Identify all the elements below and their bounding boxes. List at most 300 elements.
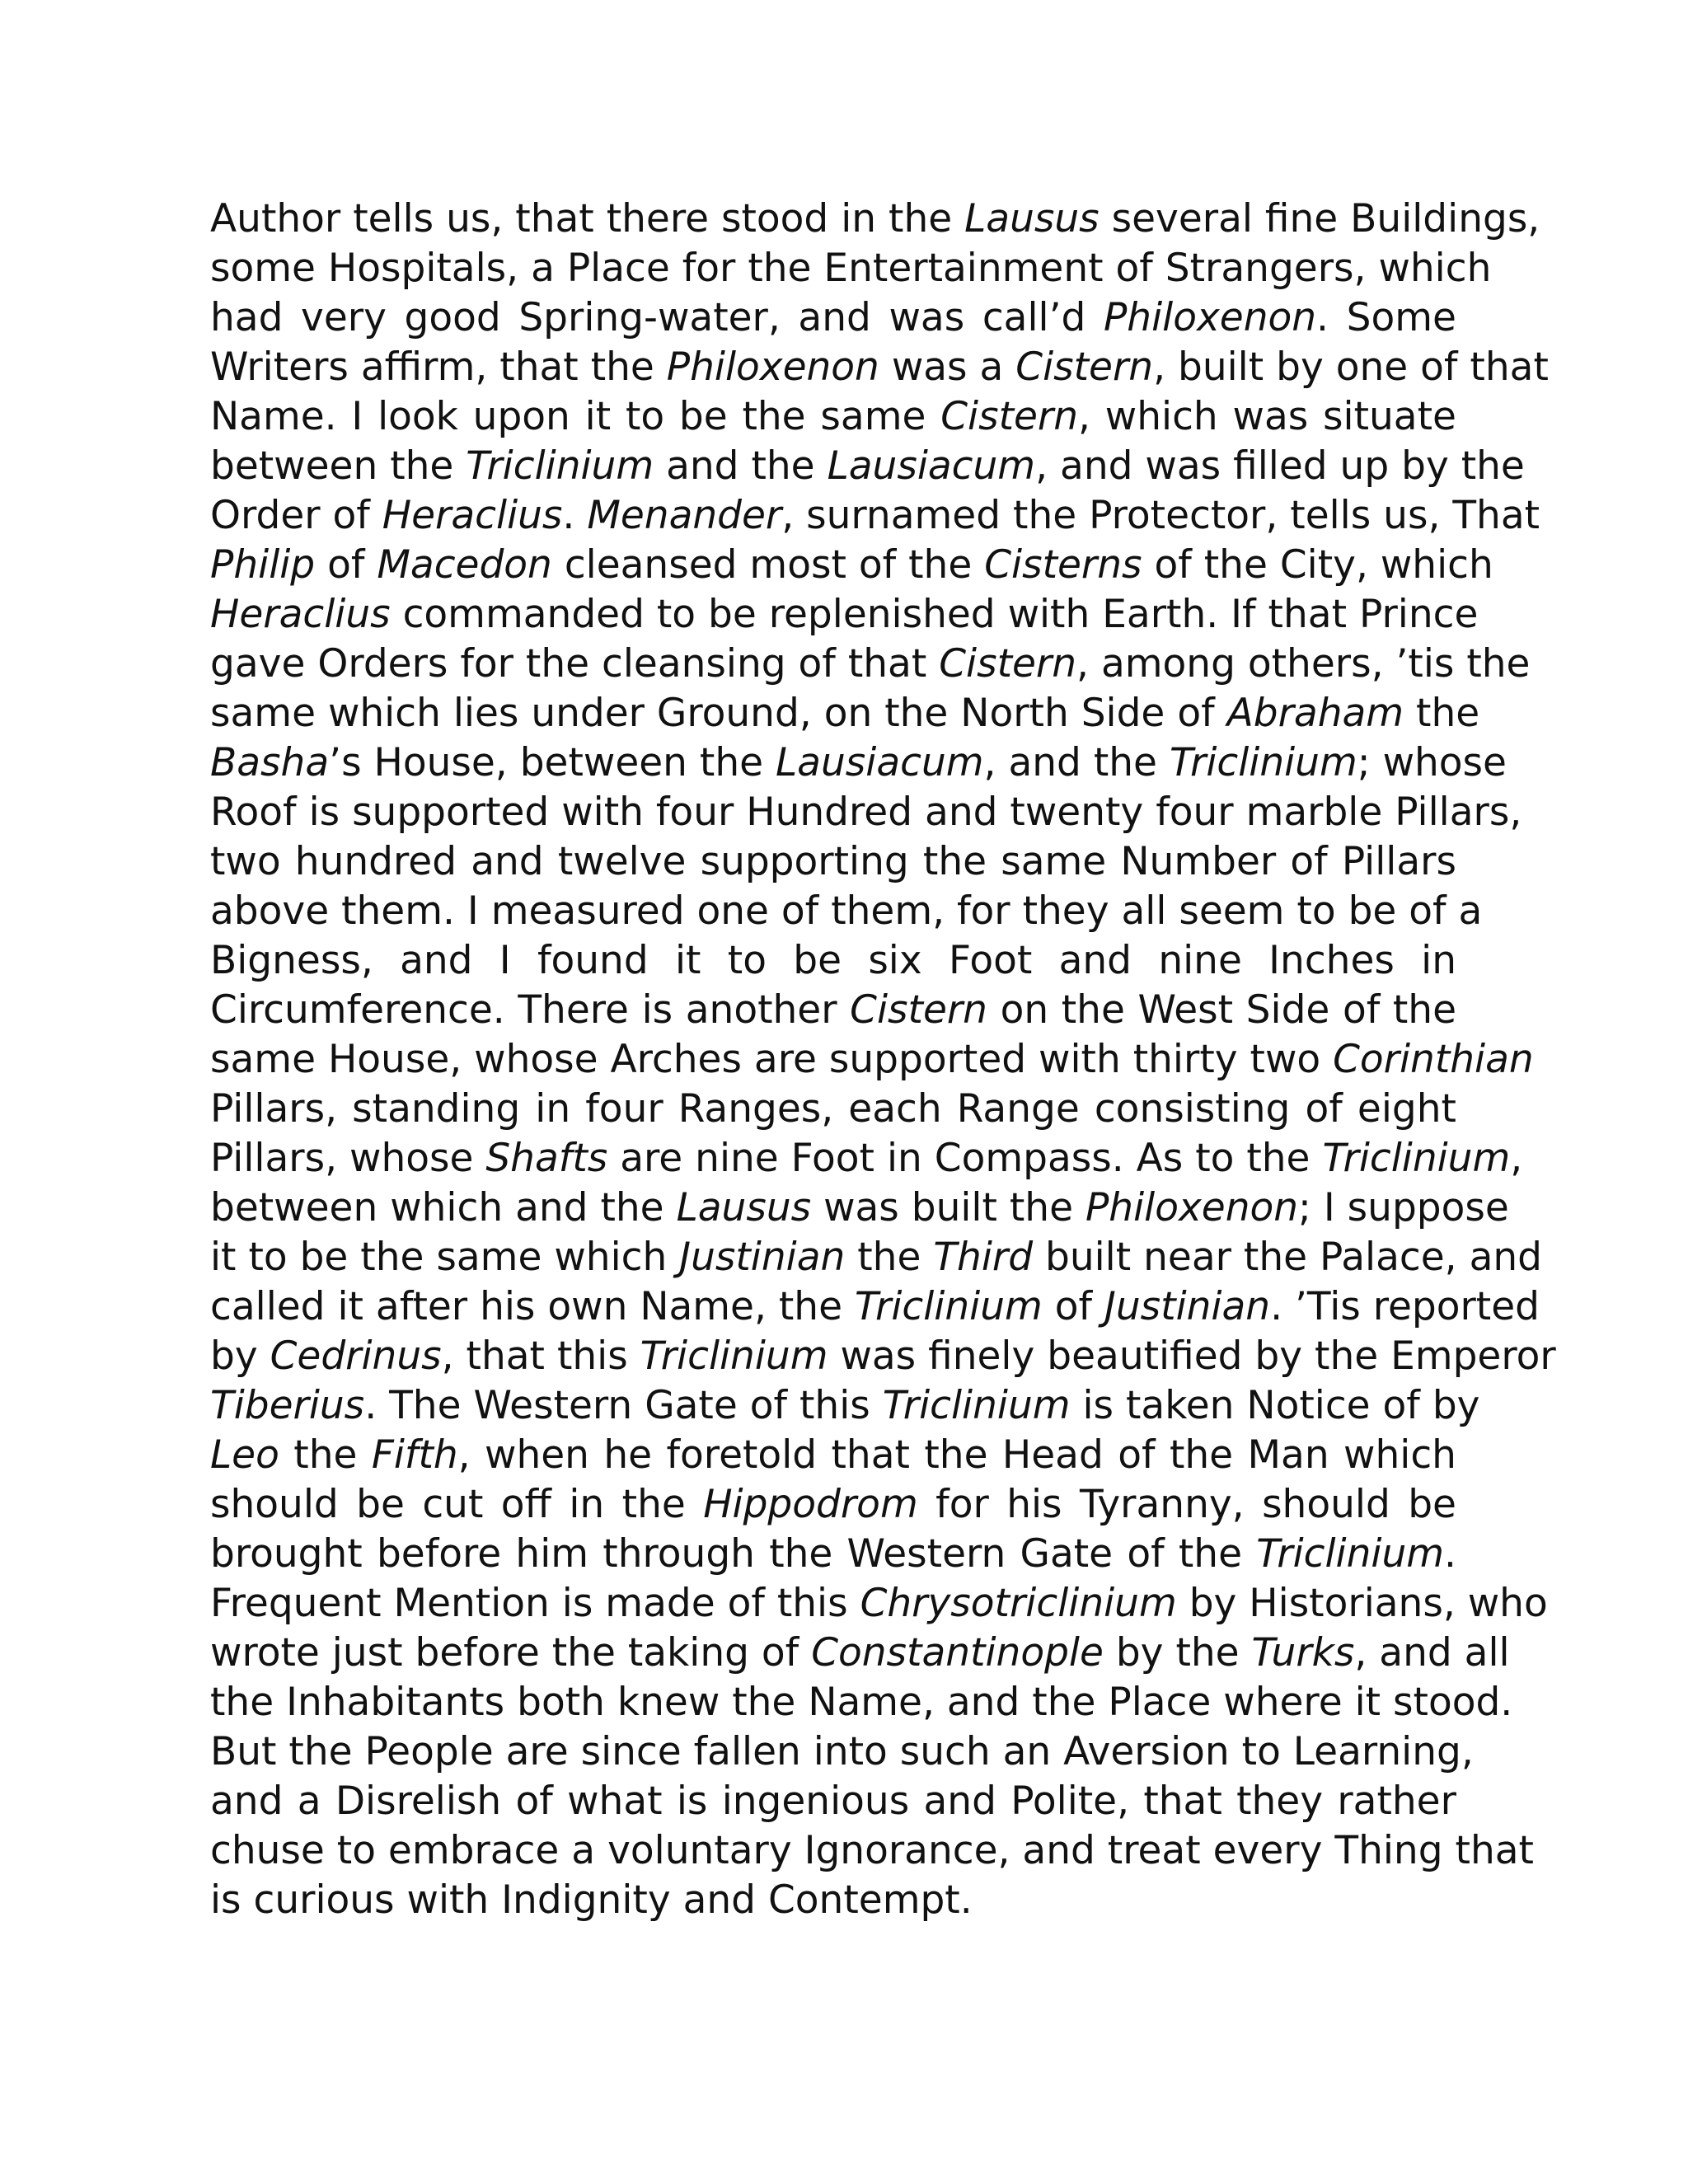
word: four bbox=[585, 1086, 663, 1132]
word: this bbox=[556, 1333, 628, 1379]
text-line bbox=[210, 1233, 1542, 1282]
word: four bbox=[1156, 790, 1234, 835]
word: four bbox=[655, 790, 734, 835]
italic-word: Triclinium bbox=[466, 443, 654, 489]
word: twelve bbox=[557, 839, 687, 884]
word: one bbox=[1335, 344, 1409, 390]
word: embrace bbox=[387, 1828, 560, 1873]
word: of bbox=[798, 641, 836, 687]
word: and bbox=[923, 1779, 996, 1824]
italic-word: Leo bbox=[210, 1432, 279, 1478]
word: which bbox=[327, 691, 441, 736]
word: when bbox=[485, 1432, 589, 1478]
word: and bbox=[471, 839, 544, 884]
text-line bbox=[210, 837, 1456, 887]
text-line bbox=[210, 986, 1456, 1035]
word: each bbox=[848, 1086, 942, 1132]
word: and bbox=[682, 1877, 757, 1923]
word: that bbox=[847, 641, 927, 687]
text-line bbox=[210, 1629, 1510, 1678]
word: the bbox=[210, 1680, 274, 1725]
word: consisting bbox=[1094, 1086, 1291, 1132]
word: ’tis bbox=[1395, 641, 1455, 687]
italic-word: Abraham bbox=[1226, 691, 1404, 736]
word: Compass. bbox=[934, 1136, 1124, 1181]
word: us, bbox=[1383, 493, 1441, 538]
word: by bbox=[1432, 1383, 1480, 1428]
word: the bbox=[1203, 542, 1268, 588]
text-line bbox=[210, 1777, 1456, 1826]
word: to bbox=[656, 592, 696, 637]
word: Historians, bbox=[1249, 1581, 1456, 1626]
text-line bbox=[210, 1085, 1456, 1134]
word: there bbox=[606, 196, 710, 241]
word: the bbox=[1178, 1531, 1242, 1577]
word: . bbox=[1270, 1284, 1283, 1329]
word: I bbox=[351, 394, 363, 439]
word: every bbox=[1212, 1828, 1323, 1873]
word: of bbox=[749, 1383, 788, 1428]
word: Learning, bbox=[1292, 1729, 1474, 1774]
word: one bbox=[696, 888, 769, 934]
word: and bbox=[666, 443, 739, 489]
italic-word: Third bbox=[933, 1235, 1034, 1280]
word: Roof bbox=[210, 790, 297, 835]
word: before bbox=[415, 1630, 540, 1675]
text-line bbox=[210, 343, 1549, 392]
text-line bbox=[210, 640, 1531, 689]
word: between bbox=[519, 740, 687, 785]
word: , bbox=[1035, 443, 1048, 489]
word: standing bbox=[352, 1086, 521, 1132]
word: of bbox=[858, 542, 897, 588]
word: People bbox=[364, 1729, 494, 1774]
text-line bbox=[210, 1678, 1513, 1727]
word: the bbox=[1243, 1235, 1308, 1280]
word: the bbox=[293, 1432, 358, 1478]
word: If bbox=[1231, 592, 1256, 637]
italic-word: Heraclius bbox=[210, 592, 391, 637]
word: Name, bbox=[808, 1680, 935, 1725]
word: of bbox=[332, 493, 370, 538]
word: be bbox=[678, 394, 728, 439]
word: they bbox=[1236, 1779, 1324, 1824]
word: rather bbox=[1337, 1779, 1456, 1824]
word: Contempt. bbox=[767, 1877, 973, 1923]
word: is bbox=[308, 790, 340, 835]
word: what bbox=[567, 1779, 663, 1824]
word: the bbox=[742, 394, 806, 439]
word: a bbox=[1458, 888, 1483, 934]
word: , bbox=[1076, 641, 1089, 687]
word: and bbox=[1060, 443, 1133, 489]
word: and bbox=[1058, 938, 1132, 983]
word: which bbox=[1104, 394, 1218, 439]
word: Name. bbox=[210, 394, 337, 439]
word: voluntary bbox=[607, 1828, 792, 1873]
word: for bbox=[460, 641, 513, 687]
word: of bbox=[1382, 1383, 1420, 1428]
word: this bbox=[776, 1581, 848, 1626]
word: Gate bbox=[645, 1383, 738, 1428]
word: Pillars, bbox=[210, 1136, 338, 1181]
word: fine bbox=[1264, 196, 1339, 241]
word: twenty bbox=[1010, 790, 1144, 835]
text-line bbox=[210, 1332, 1556, 1381]
word: Number bbox=[1120, 839, 1277, 884]
text-line bbox=[210, 541, 1493, 590]
word: Arches bbox=[610, 1037, 742, 1082]
word: of bbox=[1305, 1086, 1343, 1132]
word: in bbox=[535, 1086, 571, 1132]
word: ; bbox=[1357, 740, 1371, 785]
word: it bbox=[337, 1284, 363, 1329]
word: of bbox=[1409, 888, 1447, 934]
word: built bbox=[1178, 344, 1264, 390]
word: supporting bbox=[700, 839, 909, 884]
word: that bbox=[466, 1333, 545, 1379]
word: Entertainment bbox=[823, 246, 1104, 291]
word: cleansed bbox=[564, 542, 738, 588]
word: in bbox=[841, 196, 877, 241]
word: eight bbox=[1357, 1086, 1456, 1132]
word: be bbox=[356, 1482, 405, 1527]
word: a bbox=[531, 246, 555, 291]
word: of bbox=[1127, 1531, 1165, 1577]
word: off bbox=[500, 1482, 551, 1527]
page-body bbox=[210, 194, 1556, 1925]
word: Emperor bbox=[1390, 1333, 1556, 1379]
word: the bbox=[857, 1235, 921, 1280]
text-line bbox=[210, 1480, 1456, 1530]
word: just bbox=[331, 1630, 403, 1675]
word: after bbox=[375, 1284, 468, 1329]
word: of bbox=[515, 1779, 553, 1824]
word: of bbox=[327, 542, 365, 588]
word: gave bbox=[210, 641, 306, 687]
text-line bbox=[210, 194, 1540, 244]
word: it bbox=[584, 394, 612, 439]
word: treat bbox=[1107, 1828, 1201, 1873]
word: the bbox=[1466, 641, 1531, 687]
word: was bbox=[889, 295, 965, 340]
word: was bbox=[891, 344, 968, 390]
word: nine bbox=[695, 1136, 779, 1181]
word: an bbox=[1002, 1729, 1052, 1774]
italic-word: Justinian bbox=[679, 1235, 846, 1280]
word: Western bbox=[846, 1531, 1006, 1577]
word: are bbox=[505, 1729, 569, 1774]
word: of bbox=[1054, 1284, 1093, 1329]
text-line bbox=[210, 1530, 1456, 1579]
word: taking bbox=[627, 1630, 749, 1675]
word: Thing bbox=[1334, 1828, 1443, 1873]
word: filled bbox=[1233, 443, 1328, 489]
word: whose bbox=[349, 1136, 474, 1181]
word: a bbox=[571, 1828, 596, 1873]
italic-word: Triclinium bbox=[640, 1333, 828, 1379]
word: in bbox=[569, 1482, 605, 1527]
word: the bbox=[1461, 443, 1525, 489]
word: among bbox=[1100, 641, 1236, 687]
italic-word: Lausus bbox=[676, 1185, 812, 1230]
word: was bbox=[823, 1185, 899, 1230]
word: be bbox=[1348, 888, 1397, 934]
word: to bbox=[336, 1828, 376, 1873]
italic-word: Cistern bbox=[940, 394, 1079, 439]
word: the bbox=[778, 1284, 843, 1329]
word: of bbox=[1154, 542, 1192, 588]
text-line bbox=[210, 590, 1479, 640]
word: That bbox=[1452, 493, 1540, 538]
word: into bbox=[813, 1729, 888, 1774]
word: that bbox=[1268, 592, 1347, 637]
word: foretold bbox=[666, 1432, 818, 1478]
word: cleansing bbox=[602, 641, 786, 687]
word: near bbox=[1143, 1235, 1231, 1280]
word: us, bbox=[446, 196, 504, 241]
word: before bbox=[376, 1531, 502, 1577]
word: same bbox=[820, 394, 926, 439]
word: which bbox=[554, 1235, 668, 1280]
word: lies bbox=[452, 691, 519, 736]
word: knew bbox=[617, 1680, 720, 1725]
text-line bbox=[210, 1579, 1548, 1629]
word: fallen bbox=[693, 1729, 801, 1774]
italic-word: Constantinople bbox=[811, 1630, 1104, 1675]
word: two bbox=[210, 839, 281, 884]
word: Ranges, bbox=[678, 1086, 834, 1132]
text-line bbox=[210, 491, 1540, 541]
word: the bbox=[1175, 1630, 1240, 1675]
word: , bbox=[781, 493, 795, 538]
word: and bbox=[925, 790, 998, 835]
word: I bbox=[1323, 1185, 1335, 1230]
word: it bbox=[210, 1235, 237, 1280]
word: in bbox=[886, 1136, 922, 1181]
word: beautified bbox=[1047, 1333, 1243, 1379]
word: was bbox=[840, 1333, 917, 1379]
word: for bbox=[935, 1482, 989, 1527]
italic-word: Cistern bbox=[939, 641, 1077, 687]
word: Ground, bbox=[656, 691, 812, 736]
word: is bbox=[676, 1779, 708, 1824]
word: to bbox=[248, 1235, 288, 1280]
word: Man bbox=[1247, 1432, 1329, 1478]
word: through bbox=[603, 1531, 755, 1577]
word: wrote bbox=[210, 1630, 320, 1675]
word: Side bbox=[1081, 691, 1165, 736]
word: by bbox=[1254, 1333, 1303, 1379]
word: the bbox=[889, 196, 953, 241]
text-line bbox=[210, 1381, 1480, 1431]
word: , bbox=[457, 1432, 471, 1478]
word: and bbox=[210, 1779, 284, 1824]
word: the bbox=[1032, 1680, 1096, 1725]
word: the bbox=[884, 691, 949, 736]
word: should bbox=[1262, 1482, 1390, 1527]
word: very bbox=[301, 295, 387, 340]
word: House, bbox=[327, 1037, 462, 1082]
word: it bbox=[674, 938, 701, 983]
word: , bbox=[1078, 394, 1090, 439]
word: and bbox=[1022, 1828, 1095, 1873]
word: are bbox=[753, 1037, 817, 1082]
word: marble bbox=[1245, 790, 1383, 835]
word: whose bbox=[474, 1037, 598, 1082]
word: since bbox=[580, 1729, 682, 1774]
italic-word: Lausus bbox=[964, 196, 1100, 241]
word: of bbox=[1177, 691, 1215, 736]
word: , bbox=[983, 740, 996, 785]
word: , bbox=[1510, 1136, 1523, 1181]
word: both bbox=[517, 1680, 605, 1725]
word: them. bbox=[341, 888, 455, 934]
word: Disrelish bbox=[335, 1779, 502, 1824]
word: the bbox=[1315, 1333, 1379, 1379]
word: House, bbox=[373, 740, 508, 785]
italic-word: Cisterns bbox=[984, 542, 1142, 588]
word: Frequent bbox=[210, 1581, 382, 1626]
italic-word: Menander bbox=[587, 493, 782, 538]
word: six bbox=[868, 938, 922, 983]
word: him bbox=[515, 1531, 589, 1577]
word: are bbox=[620, 1136, 683, 1181]
word: supported bbox=[352, 790, 550, 835]
word: the bbox=[922, 839, 987, 884]
word: called bbox=[210, 1284, 326, 1329]
word: under bbox=[531, 691, 645, 736]
word: the bbox=[288, 1729, 353, 1774]
italic-word: Philoxenon bbox=[666, 344, 879, 390]
italic-word: Corinthian bbox=[1333, 1037, 1534, 1082]
word: and bbox=[946, 1680, 1020, 1725]
text-line bbox=[210, 1876, 1456, 1925]
word: Gate bbox=[1020, 1531, 1114, 1577]
word: the bbox=[600, 1185, 664, 1230]
word: that bbox=[831, 1432, 910, 1478]
word: Writers bbox=[210, 344, 349, 390]
word: and bbox=[1379, 1630, 1452, 1675]
word: for bbox=[957, 888, 1010, 934]
word: the bbox=[1061, 987, 1125, 1033]
text-line bbox=[210, 689, 1480, 738]
word: Head bbox=[1001, 1432, 1104, 1478]
word: Foot bbox=[948, 938, 1033, 983]
italic-word: Triclinium bbox=[882, 1383, 1071, 1428]
word: be bbox=[708, 592, 757, 637]
word: brought bbox=[210, 1531, 363, 1577]
word: surnamed bbox=[806, 493, 1001, 538]
word: , bbox=[441, 1333, 454, 1379]
italic-word: Cistern bbox=[1015, 344, 1154, 390]
word: Pillars bbox=[1341, 839, 1456, 884]
word: the bbox=[1093, 740, 1157, 785]
word: stood. bbox=[1393, 1680, 1513, 1725]
text-line bbox=[210, 1183, 1509, 1233]
italic-word: Justinian bbox=[1104, 1284, 1271, 1329]
word: with bbox=[1007, 592, 1090, 637]
word: to bbox=[727, 938, 767, 983]
word: and bbox=[400, 938, 473, 983]
word: nine bbox=[1158, 938, 1242, 983]
word: up bbox=[1339, 443, 1390, 489]
word: Inches bbox=[1268, 938, 1395, 983]
word: the bbox=[908, 542, 973, 588]
word: ; bbox=[1298, 1185, 1311, 1230]
word: that bbox=[1470, 344, 1549, 390]
word: all bbox=[1464, 1630, 1510, 1675]
word: I bbox=[499, 938, 511, 983]
word: . bbox=[562, 493, 575, 538]
paragraph bbox=[210, 194, 1556, 1925]
word: with bbox=[561, 790, 644, 835]
word: was bbox=[1232, 394, 1309, 439]
word: by bbox=[210, 1333, 258, 1379]
text-line bbox=[210, 1826, 1534, 1876]
word: such bbox=[899, 1729, 991, 1774]
word: his bbox=[1006, 1482, 1062, 1527]
word: two bbox=[1250, 1037, 1321, 1082]
word: seem bbox=[1179, 888, 1285, 934]
word: which bbox=[1378, 246, 1492, 291]
word: that bbox=[515, 196, 594, 241]
word: Strangers, bbox=[1165, 246, 1367, 291]
word: that bbox=[499, 344, 579, 390]
word: Buildings, bbox=[1350, 196, 1540, 241]
word: same bbox=[436, 1235, 542, 1280]
word: which bbox=[1343, 1432, 1456, 1478]
word: by bbox=[1276, 344, 1324, 390]
word: that bbox=[1455, 1828, 1534, 1873]
word: same bbox=[210, 1037, 316, 1082]
italic-word: Heraclius bbox=[382, 493, 563, 538]
word: some bbox=[210, 246, 316, 291]
word: by bbox=[1189, 1581, 1237, 1626]
word: the bbox=[1009, 1185, 1074, 1230]
word: ’Tis bbox=[1294, 1284, 1361, 1329]
word: . bbox=[364, 1383, 377, 1428]
word: Some bbox=[1346, 295, 1456, 340]
text-line bbox=[210, 1035, 1534, 1085]
word: Range bbox=[956, 1086, 1080, 1132]
word: several bbox=[1111, 196, 1253, 241]
word: which bbox=[1380, 542, 1493, 588]
word: the bbox=[1392, 987, 1456, 1033]
word: by bbox=[1115, 1630, 1164, 1675]
word: should bbox=[210, 1482, 339, 1527]
word: Author bbox=[210, 196, 341, 241]
word: Palace, bbox=[1320, 1235, 1457, 1280]
word: be bbox=[299, 1235, 349, 1280]
word: where bbox=[1223, 1680, 1343, 1725]
word: who bbox=[1467, 1581, 1548, 1626]
text-line bbox=[210, 392, 1456, 442]
italic-word: Macedon bbox=[377, 542, 552, 588]
word: supported bbox=[828, 1037, 1027, 1082]
word: , bbox=[1153, 344, 1166, 390]
word: of bbox=[1115, 246, 1153, 291]
word: in bbox=[1421, 938, 1457, 983]
word: hundred bbox=[294, 839, 457, 884]
word: look bbox=[377, 394, 458, 439]
word: Mention bbox=[393, 1581, 550, 1626]
word: is bbox=[210, 1877, 241, 1923]
word: Place bbox=[566, 246, 670, 291]
word: Foot bbox=[790, 1136, 874, 1181]
word: The bbox=[389, 1383, 462, 1428]
word: others, bbox=[1247, 641, 1384, 687]
